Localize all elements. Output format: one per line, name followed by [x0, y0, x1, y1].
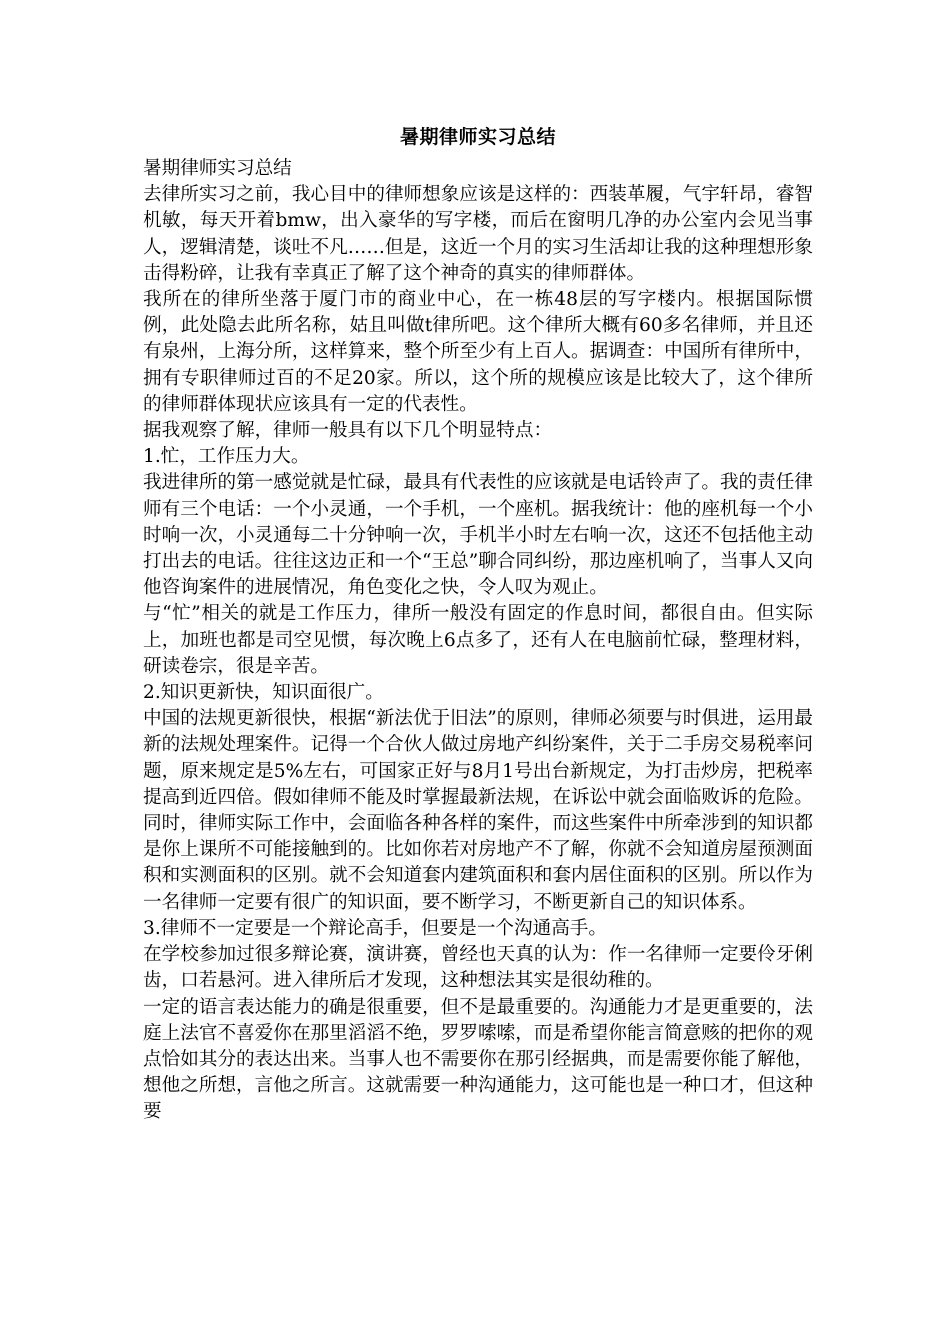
paragraph-pressure: 与“忙”相关的就是工作压力，律所一般没有固定的作息时间，都很自由。但实际上，加班也都是司空见惯，每次晚上6点多了，还有人在电脑前忙碌，整理材料，研读卷宗，很是辛苦。: [143, 603, 813, 677]
paragraph-firm-description: 我所在的律所坐落于厦门市的商业中心，在一栋48层的写字楼内。根据国际惯例，此处隐去此所名称，姑且叫做t律所吧。这个律所大概有60多名律师，并且还有泉州，上海分所，这样算来，整个所至少有上百人。据调查：中国所有律所中，拥有专职律师过百的不足20家。所以，这个所的规模应该是比较大了，这个律所的律师群体现状应该具有一定的代表性。: [143, 289, 813, 415]
paragraph-debate: 在学校参加过很多辩论赛，演讲赛，曾经也天真的认为：作一名律师一定要伶牙俐齿，口若悬河。进入律所后才发现，这种想法其实是很幼稚的。: [143, 944, 813, 992]
paragraph-communication: 一定的语言表达能力的确是很重要，但不是最重要的。沟通能力才是更重要的，法庭上法官不喜爱你在那里滔滔不绝，罗罗嗦嗦，而是希望你能言简意赅的把你的观点恰如其分的表达出来。当事人也不需要你在那引经据典，而是需要你能了解他，想他之所想，言他之所言。这就需要一种沟通能力，这可能也是一种口才，但这种要: [143, 996, 813, 1123]
paragraph-subtitle: 暑期律师实习总结: [143, 158, 292, 179]
paragraph-observation: 据我观察了解，律师一般具有以下几个明显特点：: [143, 420, 553, 442]
section-heading-1: 1.忙，工作压力大。: [143, 446, 310, 468]
paragraph-knowledge: 中国的法规更新很快，根据“新法优于旧法”的原则，律师必须要与时俱进，运用最新的法规处理案件。记得一个合伙人做过房地产纠纷案件，关于二手房交易税率问题，原来规定是5%左右，可国家正好与8月1号出台新规定，为打击炒房，把税率提高到近四倍。假如律师不能及时掌握最新法规，在诉讼中就会面临败诉的危险。同时，律师实际工作中，会面临各种各样的案件，而这些案件中所牵涉到的知识都是你上课所不可能接触到的。比如你若对房地产不了解，你就不会知道房屋预测面积和实测面积的区别。就不会知道套内建筑面积和套内居住面积的区别。所以作为一名律师一定要有很广的知识面，要不断学习，不断更新自己的知识体系。: [143, 708, 813, 913]
section-heading-2: 2.知识更新快，知识面很广。: [143, 682, 384, 704]
paragraph-intro: 去律所实习之前，我心目中的律师想象应该是这样的：西装革履，气宇轩昂，睿智机敏，每天开着bmw，出入豪华的写字楼，而后在窗明几净的办公室内会见当事人，逻辑清楚，谈吐不凡……但是，这近一个月的实习生活却让我的这种理想形象击得粉碎，让我有幸真正了解了这个神奇的真实的律师群体。: [143, 184, 813, 284]
document-title: 暑期律师实习总结: [399, 126, 556, 148]
document-page: [143, 122, 813, 1126]
paragraph-busy: 我进律所的第一感觉就是忙碌，最具有代表性的应该就是电话铃声了。我的责任律师有三个电话：一个小灵通，一个手机，一个座机。据我统计：他的座机每一个小时响一次，小灵通每二十分钟响一次，手机半小时左右响一次，这还不包括他主动打出去的电话。往往这边正和一个“王总”聊合同纠纷，那边座机响了，当事人又向他咨询案件的进展情况，角色变化之快，令人叹为观止。: [143, 472, 813, 599]
section-heading-3: 3.律师不一定要是一个辩论高手，但要是一个沟通高手。: [143, 917, 607, 939]
